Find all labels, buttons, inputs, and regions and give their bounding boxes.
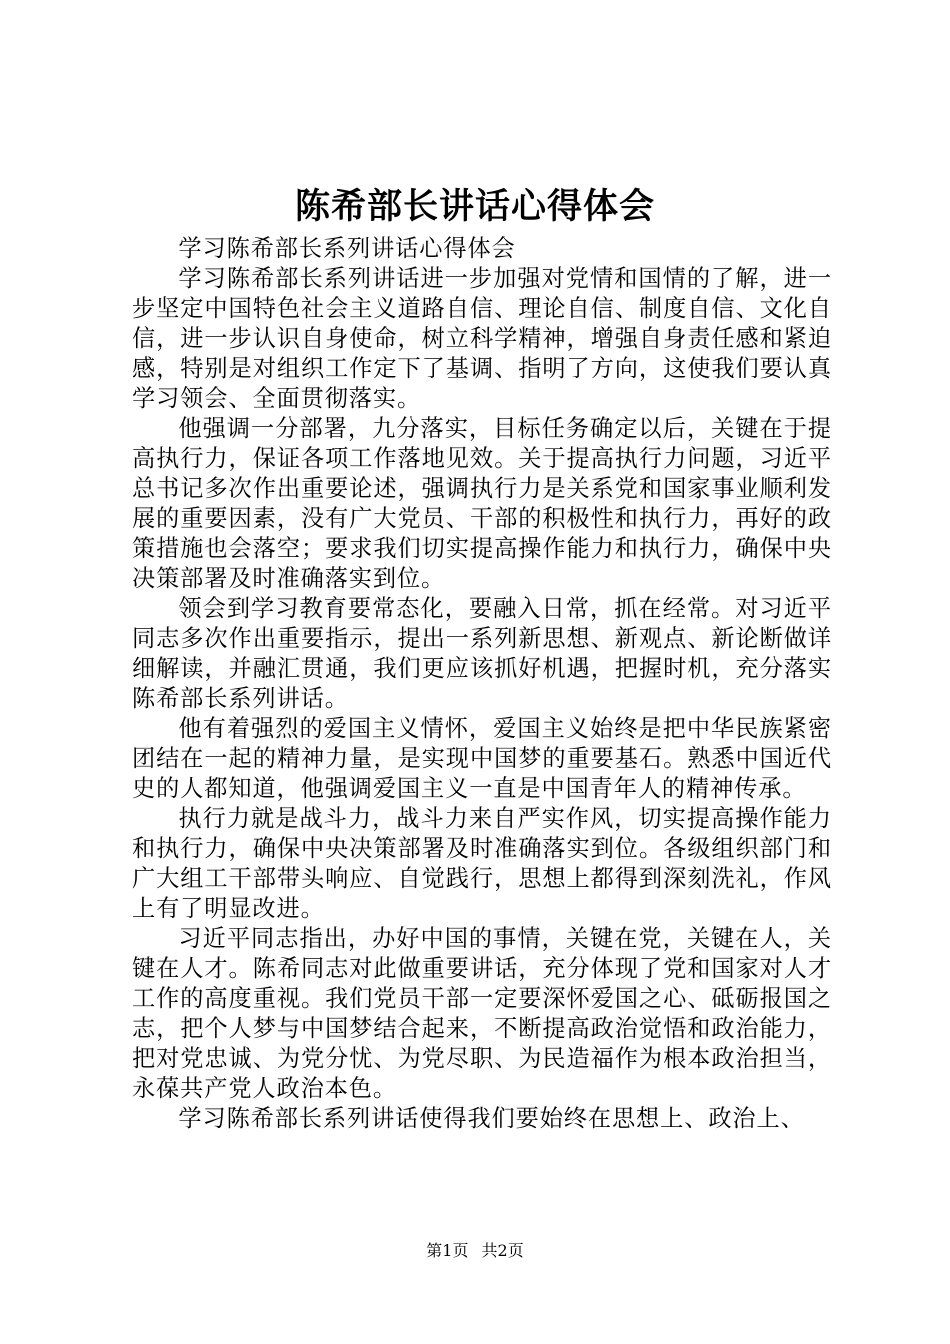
page-number-current: 第1页 (426, 1241, 469, 1260)
page-footer (0, 1240, 950, 1262)
paragraph: 他有着强烈的爱国主义情怀，爱国主义始终是把中华民族紧密团结在一起的精神力量，是实现中国梦的重要基石。熟悉中国近代史的人都知道，他强调爱国主义一直是中国青年人的精神传承。 (132, 715, 832, 802)
paragraph: 学习陈希部长系列讲话心得体会 (178, 235, 516, 262)
paragraph: 学习陈希部长系列讲话使得我们要始终在思想上、政治上、 (178, 1105, 805, 1132)
paragraph: 学习陈希部长系列讲话进一步加强对党情和国情的了解，进一步坚定中国特色社会主义道路自信、理论自信、制度自信、文化自信，进一步认识自身使命，树立科学精神，增强自身责任感和紧迫感，特别是对组织工作定下了基调、指明了方向，这使我们要认真学习领会、全面贯彻落实。 (132, 265, 832, 412)
paragraph: 领会到学习教育要常态化，要融入日常，抓在经常。对习近平同志多次作出重要指示，提出一系列新思想、新观点、新论断做详细解读，并融汇贯通，我们更应该抓好机遇，把握时机，充分落实陈希部长系列讲话。 (132, 595, 832, 712)
page-number-total: 共2页 (481, 1241, 524, 1260)
paragraph: 执行力就是战斗力，战斗力来自严实作风，切实提高操作能力和执行力，确保中央决策部署及时准确落实到位。各级组织部门和广大组工干部带头响应、自觉践行，思想上都得到深刻洗礼，作风上有了明显改进。 (132, 805, 832, 922)
paragraph: 习近平同志指出，办好中国的事情，关键在党，关键在人，关键在人才。陈希同志对此做重要讲话，充分体现了党和国家对人才工作的高度重视。我们党员干部一定要深怀爱国之心、砥砺报国之志，把个人梦与中国梦结合起来，不断提高政治觉悟和政治能力，把对党忠诚、为党分忧、为党尽职、为民造福作为根本政治担当，永葆共产党人政治本色。 (132, 925, 832, 1102)
document-title: 陈希部长讲话心得体会 (294, 186, 655, 227)
paragraph: 他强调一分部署，九分落实，目标任务确定以后，关键在于提高执行力，保证各项工作落地见效。关于提高执行力问题，习近平总书记多次作出重要论述，强调执行力是关系党和国家事业顺利发展的重要因素，没有广大党员、干部的积极性和执行力，再好的政策措施也会落空；要求我们切实提高操作能力和执行力，确保中央决策部署及时准确落实到位。 (132, 415, 832, 592)
document-body (132, 234, 832, 1134)
